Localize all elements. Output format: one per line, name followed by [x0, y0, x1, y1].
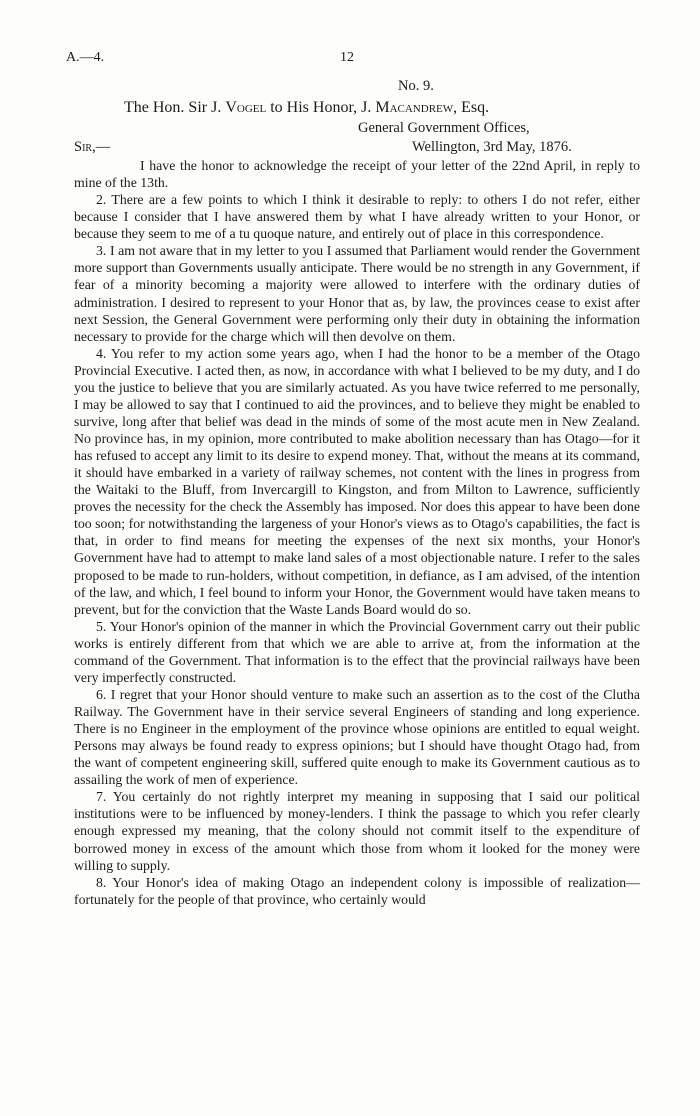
- paragraph: 5. Your Honor's opinion of the manner in which the Provincial Government carry out their public works is entirely different from that which we are able to arrive at, from the information at the command of the Government. That information is to the effect that the provincial railways have been very imperfectly constructed.: [74, 618, 640, 685]
- paragraph: 8. Your Honor's idea of making Otago an independent colony is impossible of realization—fortunately for the people of that province, who certainly would: [74, 874, 640, 907]
- letter-number: No. 9.: [398, 78, 434, 94]
- title-mid: to His Honor, J.: [266, 99, 376, 116]
- paragraph: 6. I regret that your Honor should venture to make such an assertion as to the cost of the Clutha Railway. The Government have in their service several Engineers of standing and long experience. There is no Engineer in the employment of the province whose opinions are entitled to equal weight. Persons may always be found ready to express opinions; but I should have thought Otago had, from the want of competent engineering skill, suffered quite enough to make its Government cautious as to assailing the work of men of experience.: [74, 686, 640, 788]
- paragraph: 2. There are a few points to which I think it desirable to reply: to others I do not refer, either because I consider that I have answered them by what I have already written to your Honor, or because they seem to me of a tu quoque nature, and entirely out of place in this correspondence.: [74, 192, 640, 242]
- page-number: 12: [340, 50, 354, 65]
- paragraph: 7. You certainly do not rightly interpret my meaning in supposing that I said our political institutions were to be influenced by money-lenders. I think the passage to which you refer clearly enough expressed my meaning, that the colony should not commit itself to the expenditure of borrowed money in excess of the amount which those from whom it looked for the money were willing to supply.: [74, 789, 640, 873]
- sender-address: General Government Offices,: [358, 120, 530, 136]
- letter-date: Wellington, 3rd May, 1876.: [412, 139, 572, 155]
- document-reference: A.—4.: [66, 50, 105, 65]
- letter-title: [124, 99, 489, 117]
- paragraph: 4. You refer to my action some years ago, when I had the honor to be a member of the Otago Provincial Executive. I acted then, as now, in accordance with what I believed to be my duty, and I do you the justice to believe that you are similarly actuated. As you have twice referred to me personally, I may be allowed to say that I continued to aid the provinces, and to believe they might be enabled to survive, long after that belief was dead in the minds of some of the most acute men in New Zealand. No province has, in my opinion, more contributed to make abolition necessary than has Otago—for it has refused to accept any limit to its desire to expend money. That, without the means at its command, it should have embarked in a variety of railway schemes, not content with the lines in progress from the Waitaki to the Bluff, from Invercargill to Kingston, and from Milton to Lawrence, sufficiently proves the necessity for the check the Assembly has imposed. Nor does this appear to have been done too soon; for notwithstanding the largeness of your Honor's views as to Otago's capabilities, the fact is that, in order to find means for meeting the expenses of the next six months, your Honor's Government have had to attempt to make land sales of a most objectionable nature. I refer to the sales proposed to be made to run-holders, without competition, in defiance, as I am advised, of the intention of the law, and which, I feel bound to inform your Honor, the Government would have taken means to prevent, but for the conviction that the Waste Lands Board would do so.: [74, 345, 640, 617]
- letter-body: [74, 157, 640, 908]
- paragraph: 3. I am not aware that in my letter to you I assumed that Parliament would render the Government more support than Governments usually anticipate. There would be no strength in any Government, if fear of a minority becoming a majority were allowed to interfere with the ordinary duties of administration. I desired to represent to your Honor that as, by law, the provinces cease to exist after next Session, the General Government were performing only their duty in obtaining the information necessary to provide for the charge which will then devolve on them.: [74, 243, 640, 344]
- sender-surname: Vogel: [225, 99, 267, 116]
- recipient-surname: Macandrew: [375, 99, 454, 116]
- paragraph: I have the honor to acknowledge the receipt of your letter of the 22nd April, in reply to mine of the 13th.: [74, 158, 640, 191]
- title-end: , Esq.: [453, 99, 490, 116]
- title-from: The Hon. Sir J.: [124, 99, 226, 116]
- salutation: Sir,—: [74, 139, 111, 155]
